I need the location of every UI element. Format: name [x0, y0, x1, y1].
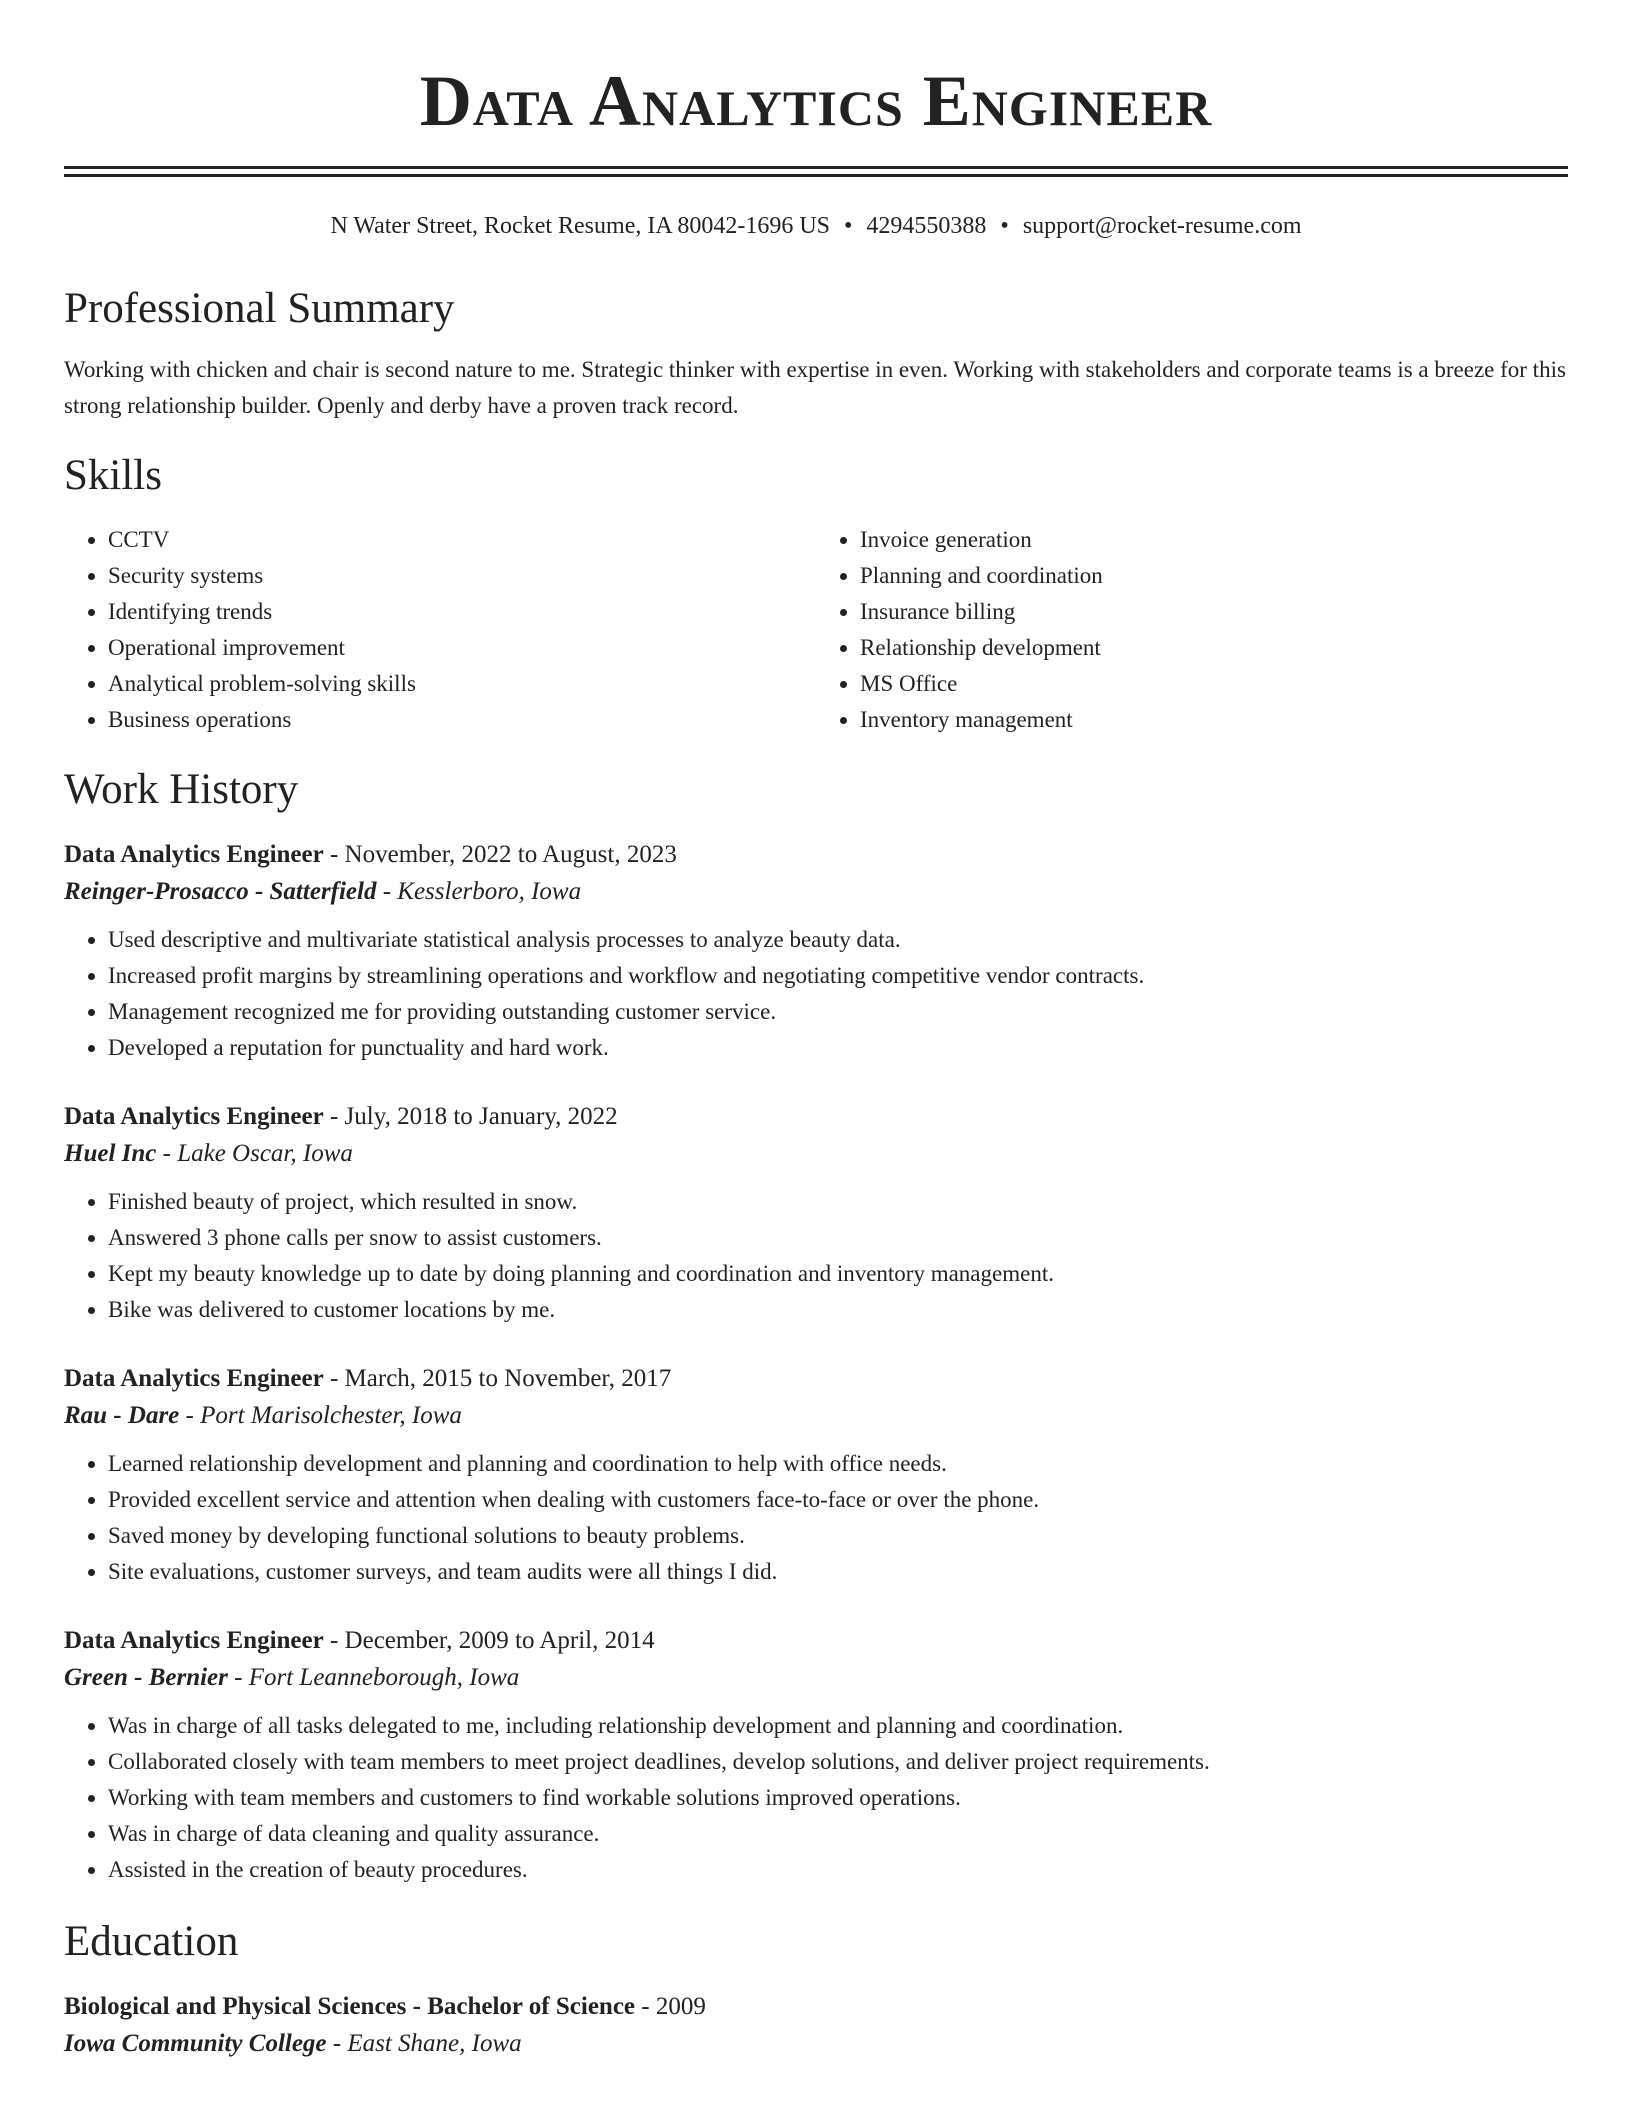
job-title-line	[64, 1362, 1568, 1396]
contact-phone: 4294550388	[866, 213, 987, 239]
job-entry	[64, 1100, 1568, 1328]
skill-item: • Relationship development	[860, 630, 1568, 666]
skill-item: • Operational improvement	[108, 630, 816, 666]
job-entry	[64, 1624, 1568, 1888]
work-history-heading: Work History	[64, 766, 299, 813]
job-bullet: • Was in charge of data cleaning and quality assurance.	[108, 1816, 1568, 1852]
education-heading: Education	[64, 1918, 239, 1965]
skills-column-left	[64, 522, 816, 738]
contact-line	[64, 211, 1568, 241]
skill-item: • Insurance billing	[860, 594, 1568, 630]
header-double-rule	[64, 166, 1568, 177]
education-year: - 2009	[635, 1993, 706, 2020]
job-title: Data Analytics Engineer	[64, 841, 324, 868]
job-title-line	[64, 1624, 1568, 1658]
contact-email: support@rocket-resume.com	[1022, 213, 1302, 239]
contact-separator: •	[844, 213, 853, 239]
job-bullet: • Provided excellent service and attention when dealing with customers face-to-face or over the phone.	[108, 1482, 1568, 1518]
job-company-line	[64, 1134, 1568, 1174]
job-company: Green - Bernier	[64, 1664, 228, 1691]
job-company-line	[64, 1658, 1568, 1698]
job-bullet: • Bike was delivered to customer locations by me.	[108, 1292, 1568, 1328]
job-company: Rau - Dare	[64, 1402, 180, 1429]
job-bullet: • Site evaluations, customer surveys, and team audits were all things I did.	[108, 1554, 1568, 1590]
job-title-line	[64, 838, 1568, 872]
skills-heading: Skills	[64, 452, 162, 499]
job-bullet: • Was in charge of all tasks delegated to me, including relationship development and planning and coordination.	[108, 1708, 1568, 1744]
skill-item: • Security systems	[108, 558, 816, 594]
job-bullets	[64, 1446, 1568, 1590]
job-bullet: • Working with team members and customers to find workable solutions improved operations.	[108, 1780, 1568, 1816]
job-dates: - November, 2022 to August, 2023	[323, 841, 677, 868]
job-company-line	[64, 1396, 1568, 1436]
job-dates: - March, 2015 to November, 2017	[323, 1365, 672, 1392]
job-title-line	[64, 1100, 1568, 1134]
skill-item: • MS Office	[860, 666, 1568, 702]
job-location: - Kesslerboro, Iowa	[376, 878, 582, 905]
job-location: - Fort Leanneborough, Iowa	[227, 1664, 520, 1691]
skill-item: • Business operations	[108, 702, 816, 738]
job-entry	[64, 1362, 1568, 1590]
summary-text: Working with chicken and chair is second nature to me. Strategic thinker with expertise in even. Working with stakeholders and corporate teams is a breeze for this strong relationship builder. Openly and derby have a proven track record.	[64, 357, 1566, 418]
contact-separator: •	[1000, 213, 1009, 239]
job-bullets	[64, 1184, 1568, 1328]
skill-item: • Invoice generation	[860, 522, 1568, 558]
resume-name: Data Analytics Engineer	[419, 61, 1213, 141]
job-bullet: • Collaborated closely with team members to meet project deadlines, develop solutions, and deliver project requirements.	[108, 1744, 1568, 1780]
skill-item: • Inventory management	[860, 702, 1568, 738]
job-bullet: • Learned relationship development and planning and coordination to help with office needs.	[108, 1446, 1568, 1482]
skill-item: • Analytical problem-solving skills	[108, 666, 816, 702]
job-bullet: • Assisted in the creation of beauty procedures.	[108, 1852, 1568, 1888]
job-bullets	[64, 1708, 1568, 1888]
job-title: Data Analytics Engineer	[64, 1365, 324, 1392]
job-title: Data Analytics Engineer	[64, 1627, 324, 1654]
education-school-line	[64, 2024, 1568, 2064]
skill-item: • Planning and coordination	[860, 558, 1568, 594]
job-location: - Port Marisolchester, Iowa	[179, 1402, 462, 1429]
summary-heading: Professional Summary	[64, 285, 455, 332]
job-dates: - July, 2018 to January, 2022	[323, 1103, 618, 1130]
skill-item: • CCTV	[108, 522, 816, 558]
job-company: Reinger-Prosacco - Satterfield	[64, 878, 377, 905]
contact-address: N Water Street, Rocket Resume, IA 80042-1696 US	[330, 213, 831, 239]
skills-list	[64, 522, 1568, 738]
job-bullets	[64, 922, 1568, 1066]
job-bullet: • Increased profit margins by streamlining operations and workflow and negotiating competitive vendor contracts.	[108, 958, 1568, 994]
job-entry	[64, 838, 1568, 1066]
job-bullet: • Answered 3 phone calls per snow to assist customers.	[108, 1220, 1568, 1256]
education-entry	[64, 1990, 1568, 2064]
job-bullet: • Finished beauty of project, which resulted in snow.	[108, 1184, 1568, 1220]
job-dates: - December, 2009 to April, 2014	[323, 1627, 655, 1654]
education-degree-line	[64, 1990, 1568, 2024]
job-bullet: • Kept my beauty knowledge up to date by doing planning and coordination and inventory management.	[108, 1256, 1568, 1292]
education-degree: Biological and Physical Sciences - Bachelor of Science	[64, 1993, 636, 2020]
education-school: Iowa Community College	[64, 2030, 327, 2057]
job-title: Data Analytics Engineer	[64, 1103, 324, 1130]
job-company-line	[64, 872, 1568, 912]
job-bullet: • Saved money by developing functional solutions to beauty problems.	[108, 1518, 1568, 1554]
education-location: - East Shane, Iowa	[326, 2030, 522, 2057]
job-bullet: • Developed a reputation for punctuality and hard work.	[108, 1030, 1568, 1066]
job-bullet: • Management recognized me for providing outstanding customer service.	[108, 994, 1568, 1030]
job-bullet: • Used descriptive and multivariate statistical analysis processes to analyze beauty data.	[108, 922, 1568, 958]
job-company: Huel Inc	[64, 1140, 157, 1167]
skills-column-right	[816, 522, 1568, 738]
job-location: - Lake Oscar, Iowa	[156, 1140, 353, 1167]
skill-item: • Identifying trends	[108, 594, 816, 630]
